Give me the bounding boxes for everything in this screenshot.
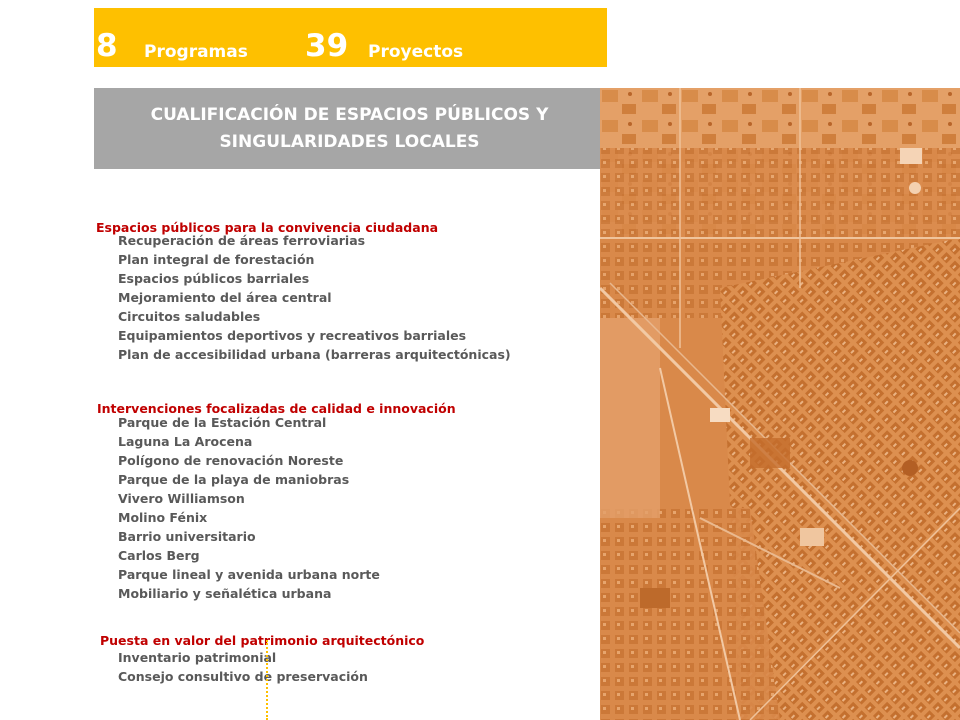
list-item: Carlos Berg (118, 548, 200, 563)
list-item: Espacios públicos barriales (118, 271, 310, 286)
list-item: Recuperación de áreas ferroviarias (118, 233, 366, 248)
projects-count: 39 (305, 28, 349, 64)
list-item: Equipamientos deportivos y recreativos barriales (118, 328, 467, 343)
list-item: Molino Fénix (118, 510, 208, 525)
list-item: Inventario patrimonial (118, 650, 277, 665)
list-item: Plan integral de forestación (118, 252, 315, 267)
section-heading-espacios-publicos: Espacios públicos para la convivencia ciudadana (96, 220, 439, 235)
list-item: Consejo consultivo de preservación (118, 669, 368, 684)
section-heading-patrimonio: Puesta en valor del patrimonio arquitectónico (100, 633, 425, 648)
list-item: Circuitos saludables (118, 309, 261, 324)
section-heading-intervenciones: Intervenciones focalizadas de calidad e innovación (97, 401, 456, 416)
list-item: Mobiliario y señalética urbana (118, 586, 332, 601)
list-item: Polígono de renovación Noreste (118, 453, 344, 468)
section-list-espacios-publicos (118, 231, 511, 364)
list-item: Plan de accesibilidad urbana (barreras arquitectónicas) (118, 347, 511, 362)
programs-label: Programas (144, 42, 248, 62)
list-item: Parque de la playa de maniobras (118, 472, 350, 487)
dotted-divider (266, 640, 268, 720)
projects-label: Proyectos (368, 42, 464, 62)
section-list-patrimonio (118, 648, 368, 686)
aerial-map-image (600, 88, 960, 720)
title-line-2: SINGULARIDADES LOCALES (219, 131, 480, 152)
list-item: Parque de la Estación Central (118, 415, 327, 430)
list-item: Mejoramiento del área central (118, 290, 332, 305)
header-banner (94, 8, 607, 67)
title-line-1: CUALIFICACIÓN DE ESPACIOS PÚBLICOS Y (150, 104, 549, 125)
list-item: Laguna La Arocena (118, 434, 253, 449)
page-title (110, 102, 590, 156)
list-item: Vivero Williamson (118, 491, 245, 506)
section-list-intervenciones (118, 413, 380, 603)
list-item: Barrio universitario (118, 529, 256, 544)
title-block (94, 88, 605, 169)
programs-count: 8 (96, 28, 118, 64)
list-item: Parque lineal y avenida urbana norte (118, 567, 380, 582)
